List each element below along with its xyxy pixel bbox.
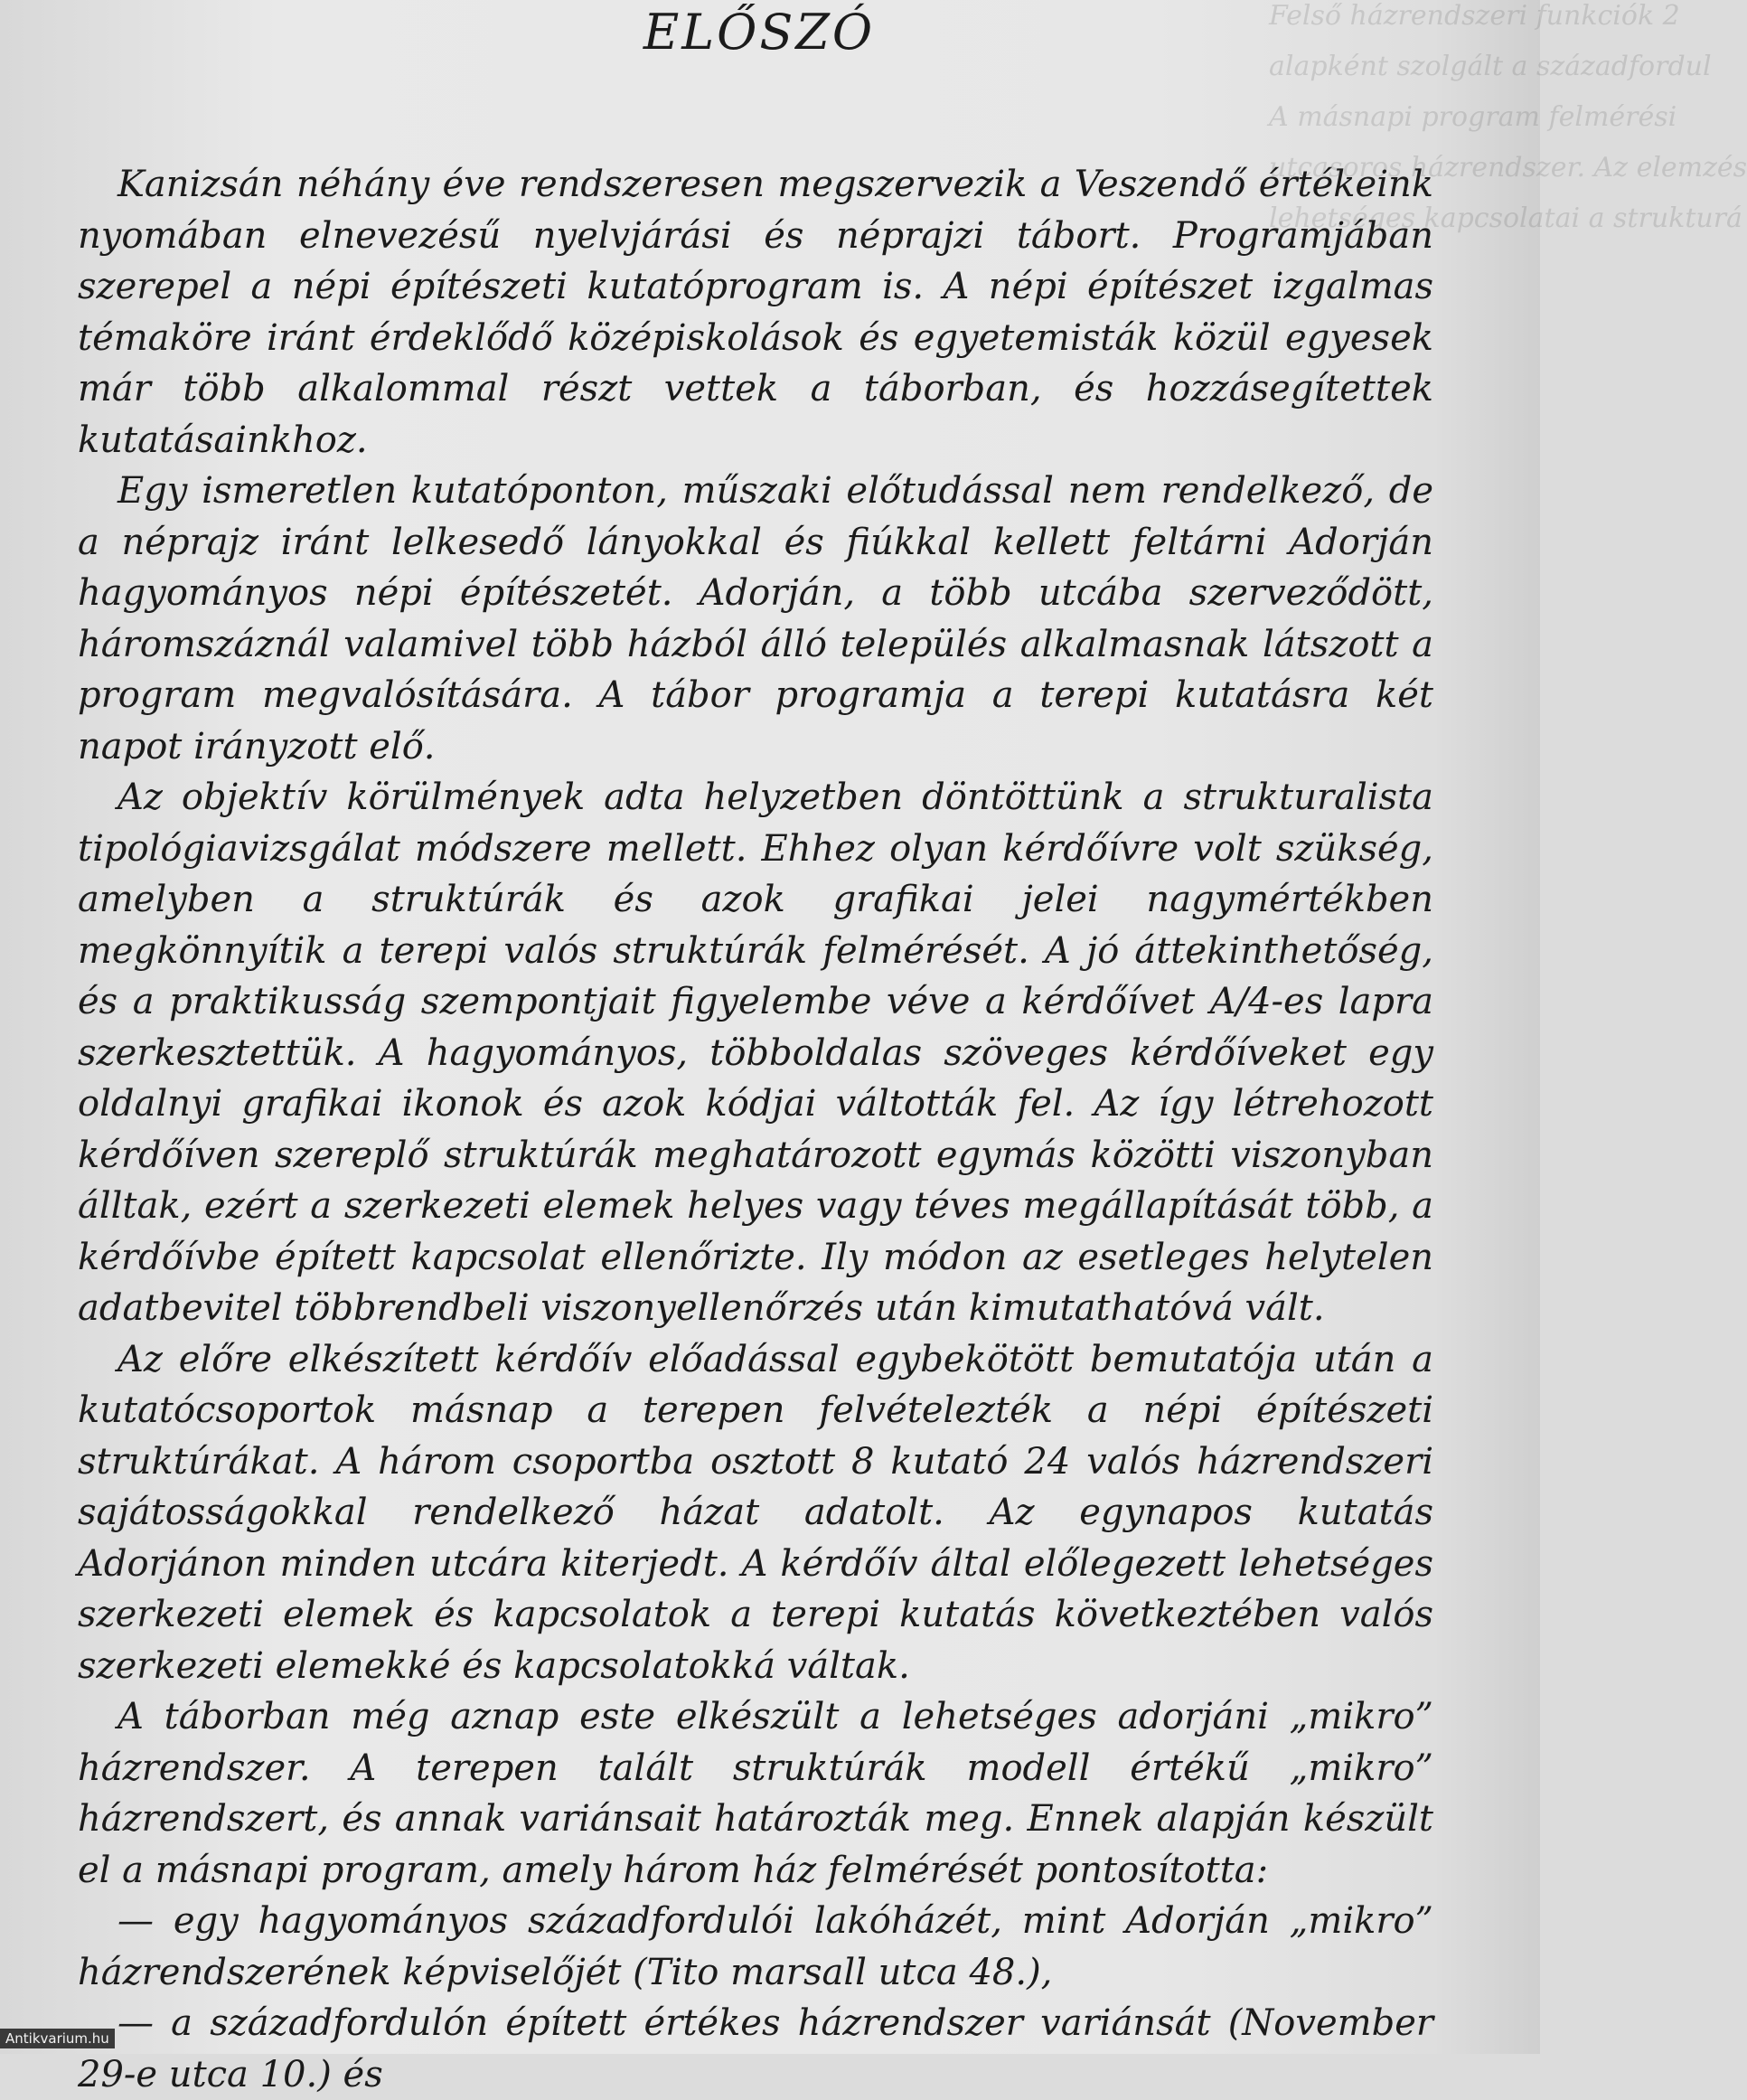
paragraph: Kanizsán néhány éve rendszeresen megszervezik a Veszendő értékeink nyomában elnevezésű nyelvjárási és néprajzi tábort. Programjában szerepel a népi építészeti kutatóprogram is. A népi építészet izgalmas témaköre iránt érdeklődő középiskolások és egyetemisták közül egyesek már több alkalommal részt vettek a táborban, és hozzásegítettek kutatásainkhoz. xyxy=(78,164,1433,461)
page-title: ELŐSZÓ xyxy=(643,4,876,61)
watermark-tab: Antikvarium.hu xyxy=(0,2029,115,2048)
list-item: — egy hagyományos századfordulói lakóházét, mint Adorján „mikro” házrendszerének képviselőjét (Tito marsall utca 48.), xyxy=(78,1900,1433,1993)
paragraph: Egy ismeretlen kutatóponton, műszaki előtudással nem rendelkező, de a néprajz iránt lelkesedő lányokkal és fiúkkal kellett feltárni Adorján hagyományos népi építészetét. Adorján, a több utcába szerveződött, háromszáznál valamivel több házból álló település alkalmasnak látszott a program megvalósítására. A tábor programja a terepi kutatásra két napot irányzott elő. xyxy=(78,470,1433,767)
list-item: — a századfordulón épített értékes házrendszer variánsát (November 29-e utca 10.) és xyxy=(78,2002,1433,2095)
bleed-line: utcasoros házrendszer. Az elemzés xyxy=(1269,152,1747,184)
bleed-line: A másnapi program felmérési xyxy=(1269,101,1677,133)
bleed-line: Felső házrendszeri funkciók 2 xyxy=(1269,0,1680,32)
paragraph: Az előre elkészített kérdőív előadással egybekötött bemutatója után a kutatócsoportok másnap a terepen felvételezték a népi építészeti struktúrákat. A három csoportba osztott 8 kutató 24 valós házrendszeri sajátosságokkal rendelkező házat adatolt. Az egynapos kutatás Adorjánon minden utcára kiterjedt. A kérdőív által előlegezett lehetséges szerkezeti elemek és kapcsolatok a terepi kutatás következtében valós szerkezeti elemekké és kapcsolatokká váltak. xyxy=(78,1338,1433,1687)
paragraph: Az objektív körülmények adta helyzetben döntöttünk a strukturalista tipológiavizsgálat módszere mellett. Ehhez olyan kérdőívre volt szükség, amelyben a struktúrák és azok grafikai jelei nagymértékben megkönnyítik a terepi valós struktúrák felmérését. A jó áttekinthetőség, és a praktikusság szempontjait figyelembe véve a kérdőívet A/4-es lapra szerkesztettük. A hagyományos, többoldalas szöveges kérdőíveket egy oldalnyi grafikai ikonok és azok kódjai váltották fel. Az így létrehozott kérdőíven szereplő struktúrák meghatározott egymás közötti viszonyban álltak, ezért a szerkezeti elemek helyes vagy téves megállapítását több, a kérdőívbe épített kapcsolat ellenőrizte. Ily módon az esetleges helytelen adatbevitel többrendbeli viszonyellenőrzés után kimutathatóvá vált. xyxy=(78,777,1433,1329)
bleed-line: lehetséges kapcsolatai a strukturá xyxy=(1269,202,1742,234)
paragraph: A táborban még aznap este elkészült a lehetséges adorjáni „mikro” házrendszer. A terepen talált struktúrák modell értékű „mikro” házrendszert, és annak variánsait határozták meg. Ennek alapján készült el a másnapi program, amely három ház felmérését pontosította: xyxy=(78,1696,1433,1891)
bleed-line: alapként szolgált a századfordul xyxy=(1269,51,1712,82)
body-text xyxy=(78,159,1433,2100)
